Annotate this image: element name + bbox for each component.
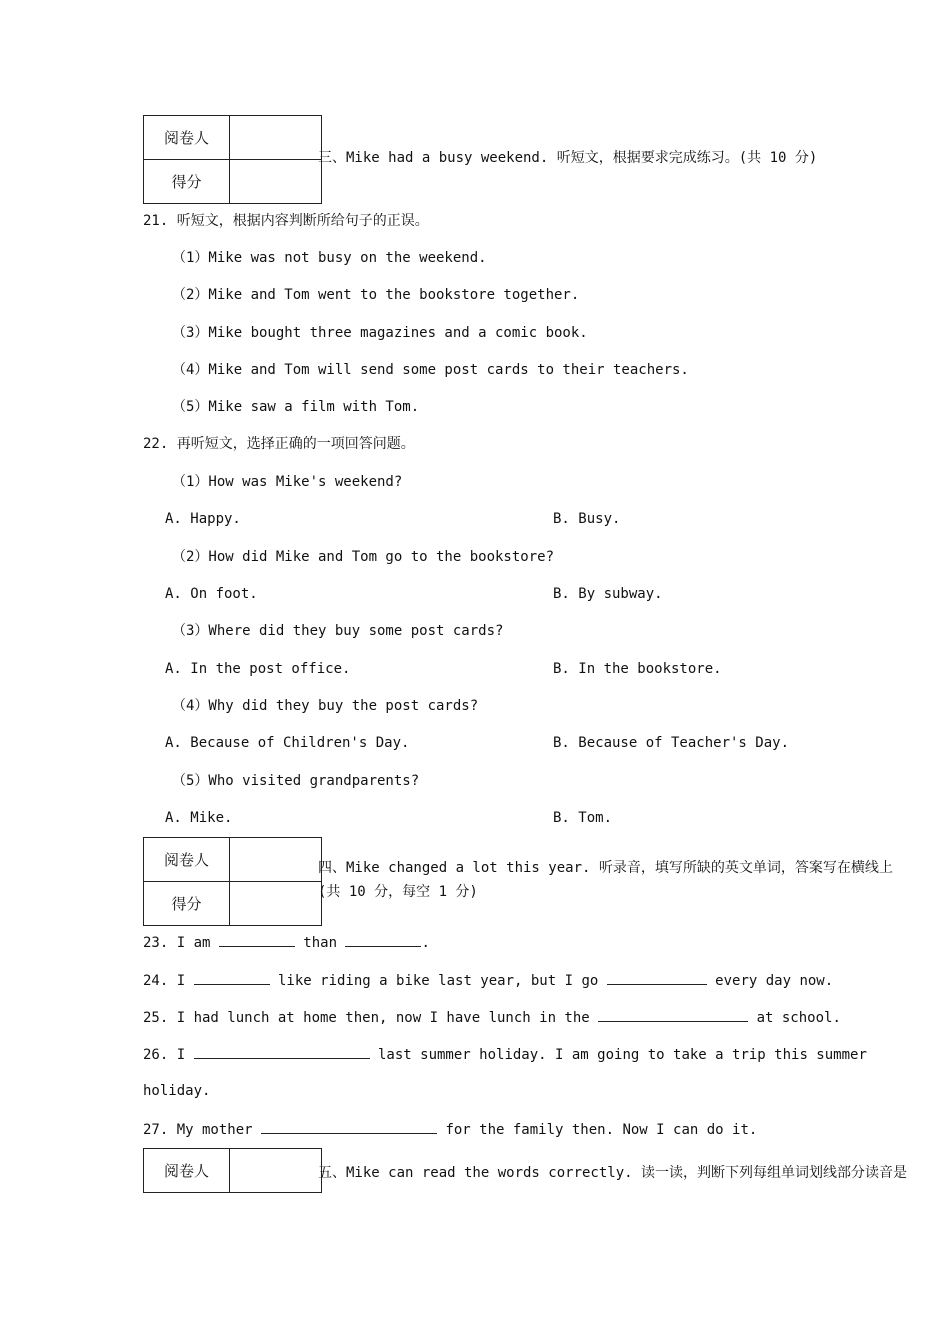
q23-text-3: .	[421, 935, 430, 951]
q22-option-a-4: A. Because of Children's Day.	[165, 735, 410, 751]
q25-blank-1[interactable]	[598, 1007, 748, 1022]
q22-option-b-5: B. Tom.	[553, 810, 613, 826]
q25-line	[143, 1007, 841, 1028]
section4-title-line2: (共 10 分，每空 1 分)	[318, 884, 478, 900]
score-table-section3	[143, 115, 322, 204]
q23-text-1: 23. I am	[143, 935, 219, 951]
q22-option-a-5: A. Mike.	[165, 810, 233, 826]
q21-item-1: （1）Mike was not busy on the weekend.	[172, 250, 487, 266]
q22-option-b-2: B. By subway.	[553, 586, 663, 602]
q21-item-4: （4）Mike and Tom will send some post cards to their teachers.	[172, 362, 689, 378]
q25-text-1: 25. I had lunch at home then, now I have lunch in the	[143, 1010, 599, 1026]
q23-text-2: than	[294, 935, 346, 951]
score-label: 得分	[144, 882, 230, 926]
q24-text-1: 24. I	[143, 973, 194, 989]
q27-line	[143, 1119, 757, 1140]
q24-text-2: like riding a bike last year, but I go	[269, 973, 607, 989]
q26-text-1: 26. I	[143, 1047, 194, 1063]
q26-blank-1[interactable]	[194, 1044, 370, 1059]
q24-blank-2[interactable]	[607, 970, 707, 985]
q22-question-2: （2）How did Mike and Tom go to the bookstore?	[172, 549, 555, 565]
grader-cell	[230, 838, 322, 882]
score-cell	[230, 160, 322, 204]
q24-blank-1[interactable]	[194, 970, 270, 985]
q24-line	[143, 970, 833, 991]
q26-line-2: holiday.	[143, 1083, 211, 1099]
grader-label: 阅卷人	[144, 116, 230, 160]
section3-title: 三、Mike had a busy weekend. 听短文，根据要求完成练习。(共 10 分)	[318, 150, 818, 166]
q22-option-a-3: A. In the post office.	[165, 661, 351, 677]
q22-option-b-1: B. Busy.	[553, 511, 621, 527]
score-table-section4	[143, 837, 322, 926]
q22-stem: 22. 再听短文，选择正确的一项回答问题。	[143, 436, 415, 452]
q22-question-3: （3）Where did they buy some post cards?	[172, 623, 504, 639]
q22-question-1: （1）How was Mike's weekend?	[172, 474, 403, 490]
q21-item-5: （5）Mike saw a film with Tom.	[172, 399, 420, 415]
q27-text-1: 27. My mother	[143, 1122, 262, 1138]
grader-cell	[230, 1149, 322, 1193]
q23-blank-2[interactable]	[345, 932, 421, 947]
q27-blank-1[interactable]	[261, 1119, 437, 1134]
q27-text-2: for the family then. Now I can do it.	[437, 1122, 758, 1138]
q22-option-b-4: B. Because of Teacher's Day.	[553, 735, 790, 751]
q21-item-3: （3）Mike bought three magazines and a comic book.	[172, 325, 588, 341]
q21-stem: 21. 听短文，根据内容判断所给句子的正误。	[143, 213, 429, 229]
section4-title-line1: 四、Mike changed a lot this year. 听录音，填写所缺的英文单词，答案写在横线上	[318, 860, 893, 876]
q24-text-3: every day now.	[706, 973, 834, 989]
q22-option-b-3: B. In the bookstore.	[553, 661, 722, 677]
grader-label: 阅卷人	[144, 1149, 230, 1193]
q26-text-2: last summer holiday. I am going to take a trip this summer	[369, 1047, 867, 1063]
score-cell	[230, 882, 322, 926]
q22-question-4: （4）Why did they buy the post cards?	[172, 698, 479, 714]
grader-cell	[230, 116, 322, 160]
q22-option-a-1: A. Happy.	[165, 511, 241, 527]
section5-title: 五、Mike can read the words correctly. 读一读，判断下列每组单词划线部分读音是	[318, 1165, 908, 1181]
q23-blank-1[interactable]	[219, 932, 295, 947]
q23-line	[143, 932, 430, 953]
q22-option-a-2: A. On foot.	[165, 586, 258, 602]
grader-label: 阅卷人	[144, 838, 230, 882]
q26-line	[143, 1044, 867, 1065]
score-table-section5	[143, 1148, 322, 1193]
q21-item-2: （2）Mike and Tom went to the bookstore together.	[172, 287, 580, 303]
score-label: 得分	[144, 160, 230, 204]
q25-text-2: at school.	[748, 1010, 841, 1026]
q22-question-5: （5）Who visited grandparents?	[172, 773, 420, 789]
